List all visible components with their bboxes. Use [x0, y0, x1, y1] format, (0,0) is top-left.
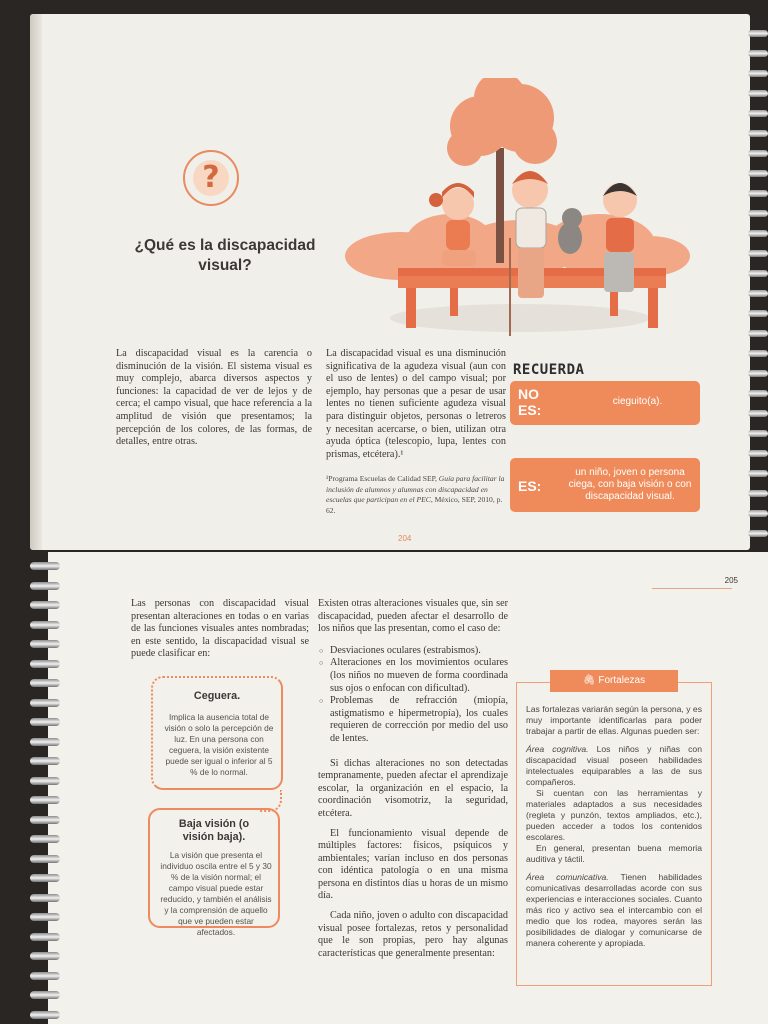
spiral-ring: [30, 640, 60, 648]
page-stack-edge: [30, 14, 42, 550]
spiral-ring: [748, 130, 768, 137]
spiral-ring: [748, 90, 768, 97]
footnote: ¹Programa Escuelas de Calidad SEP, Guía para facilitar la inclusión de alumnos y alumnas con discapacidad en escuelas que participan en el PEC, México, SEP, 2010, p. 62.: [326, 474, 505, 515]
spiral-ring: [30, 777, 60, 785]
page-number-rule: [652, 588, 732, 589]
spiral-ring: [30, 933, 60, 941]
detection-paragraph: Si dichas alteraciones no son detectadas tempranamente, pueden afectar el aprendizaje escolar, la organización en el espacio, la coordinación visomotriz, la seguridad, etcétera.: [318, 757, 508, 819]
spiral-ring: [30, 796, 60, 804]
visual-functioning-paragraph: El funcionamiento visual depende de múltiples factores: físicos, psíquicos y ambientales; varían incluso en dos personas con idéntica patología o en una misma persona en distintos días u horas de un mismo día.: [318, 827, 508, 902]
spiral-ring: [30, 855, 60, 863]
baja-vision-box: [148, 808, 280, 937]
page-205: [48, 552, 768, 1024]
spiral-ring: [30, 582, 60, 590]
no-es-tag: NO ES:: [518, 386, 542, 418]
spiral-ring: [748, 210, 768, 217]
spiral-ring: [748, 230, 768, 237]
spiral-ring: [748, 50, 768, 57]
spiral-ring: [748, 410, 768, 417]
page-number-205: 205: [724, 576, 738, 585]
spiral-ring: [748, 30, 768, 37]
spiral-ring: [748, 330, 768, 337]
es-card: [510, 458, 700, 512]
spiral-ring: [748, 490, 768, 497]
page-number-204: 204: [398, 534, 412, 543]
spiral-ring: [30, 562, 60, 570]
spiral-ring: [748, 70, 768, 77]
spiral-ring: [748, 370, 768, 377]
spiral-ring: [748, 250, 768, 257]
spiral-ring: [30, 699, 60, 707]
spiral-ring: [748, 450, 768, 457]
spiral-ring: [30, 679, 60, 687]
spiral-ring: [748, 170, 768, 177]
paperclip-icon: 🖇: [582, 675, 596, 686]
fortalezas-text: [526, 704, 702, 956]
spiral-ring: [30, 718, 60, 726]
no-es-card: [510, 381, 700, 425]
spiral-ring: [748, 530, 768, 537]
alterations-list: [318, 645, 508, 746]
spiral-ring: [30, 601, 60, 609]
es-text: un niño, joven o persona ciega, con baja visión o con discapacidad visual.: [568, 467, 692, 502]
section-title: ¿Qué es la discapacidad visual?: [134, 237, 316, 274]
question-mark-icon: ?: [183, 150, 239, 206]
spiral-ring: [30, 972, 60, 980]
spiral-ring: [748, 290, 768, 297]
spiral-ring: [30, 835, 60, 843]
spiral-ring: [30, 952, 60, 960]
spiral-ring: [30, 991, 60, 999]
spiral-ring: [748, 190, 768, 197]
es-tag: ES:: [518, 478, 542, 494]
fortalezas-header: [550, 670, 678, 692]
spiral-binding-right: [746, 30, 768, 550]
spiral-ring: [30, 874, 60, 882]
spiral-ring: [30, 1011, 60, 1019]
ceguera-title: Ceguera.: [193, 690, 241, 702]
classification-intro: Las personas con discapacidad visual presentan alteraciones en todas o en varias de las funciones visuales antes nombradas; en este sentido, la discapacidad visual se puede clasificar en:: [131, 598, 309, 660]
area-comunicativa: Área comunicativa. Tienen habilidades comunicativas desarrolladas acorde con sus experiencias e interacciones sociales. Cuanto más rico y activo sea el intercambio con el medio que los rodea, mayores serán las posibilidades de dialogar y comunicarse de manera coherente y apropiada.: [526, 872, 702, 948]
spiral-ring: [748, 350, 768, 357]
spiral-ring: [30, 738, 60, 746]
spiral-ring: [748, 110, 768, 117]
page-204: [30, 14, 750, 550]
list-item: ○ Problemas de refracción (miopía, astigmatismo e hipermetropía), los cuales requieren de corrección por medio del uso de lentes.: [318, 695, 508, 745]
other-alterations-column: [318, 598, 508, 960]
ceguera-text: Implica la ausencia total de visión o solo la percepción de luz. En una persona con ceguera, la visión existente puede ser igual o inferior al 5 % de lo normal.: [164, 712, 274, 777]
fortalezas-label: Fortalezas: [598, 675, 646, 686]
spiral-ring: [30, 660, 60, 668]
spiral-ring: [30, 757, 60, 765]
baja-vision-title: Baja visión (o visión baja).: [178, 818, 250, 843]
spiral-ring: [30, 621, 60, 629]
spiral-ring: [748, 310, 768, 317]
spiral-ring: [30, 894, 60, 902]
children-on-bench-illustration: [320, 78, 690, 340]
spiral-binding-left: [30, 552, 60, 1024]
spiral-ring: [30, 913, 60, 921]
characteristics-paragraph: Cada niño, joven o adulto con discapacidad visual posee fortalezas, retos y personalidad que le son propias, pero hay algunas características que generalmente presentan:: [318, 910, 508, 959]
ceguera-box: [151, 676, 283, 790]
intro-column-2: La discapacidad visual es una disminución significativa de la agudeza visual (aun con el uso de lentes) o del campo visual; por ejemplo, hay personas que a pesar de usar lentes no tienen suficiente agudeza visual para distinguir objetos, personas o letreros y necesitan acercarse, o bien, utilizan otra ayuda óptica (telescopio, lupa, lentes con prismas, etcétera).¹: [326, 348, 506, 460]
intro-column-1: La discapacidad visual es la carencia o disminución de la visión. El sistema visual es muy complejo, abarca diversos aspectos y funciones: la capacidad de ver de lejos y de cerca; el campo visual, que hace referencia a la amplitud de visión que presentamos; la percepción de los colores, de las formas, de detalles, entre otras.: [116, 348, 312, 448]
area-cognitiva: Área cognitiva. Los niños y niñas con discapacidad visual poseen habilidades intelectuales equiparables a las de sus compañeros.: [526, 744, 702, 787]
spiral-ring: [748, 430, 768, 437]
area-cognitiva-b: Si cuentan con las herramientas y materiales adaptados a sus necesidades (regleta y punzón, textos ampliados, etc.), pueden acceder a todos los contenidos escolares.: [526, 788, 702, 842]
recuerda-heading: RECUERDA: [513, 362, 585, 378]
baja-vision-text: La visión que presenta el individuo oscila entre el 5 y 30 % de la visión normal; el campo visual puede estar reducido, y también el análisis y la comprensión de aquello que ve pueden estar afectados.: [160, 850, 272, 937]
spiral-ring: [748, 390, 768, 397]
spiral-ring: [748, 270, 768, 277]
list-item: ○ Alteraciones en los movimientos oculares (los niños no mueven de forma coordinada sus ojos o enfocan con dificultad).: [318, 657, 508, 695]
area-cognitiva-c: En general, presentan buena memoria auditiva y táctil.: [526, 843, 702, 864]
spiral-ring: [30, 816, 60, 824]
spiral-ring: [748, 510, 768, 517]
list-item: ○ Desviaciones oculares (estrabismos).: [318, 645, 508, 658]
other-alterations-intro: Existen otras alteraciones visuales que, sin ser discapacidad, pueden afectar el desarrollo de los niños que las presentan, como el caso de:: [318, 598, 508, 635]
fortalezas-intro: Las fortalezas variarán según la persona, y es muy importante identificarlas para poder trabajar a partir de ellas. Algunas pueden ser:: [526, 704, 702, 736]
no-es-text: cieguito(a).: [612, 396, 663, 407]
spiral-ring: [748, 150, 768, 157]
spiral-ring: [748, 470, 768, 477]
